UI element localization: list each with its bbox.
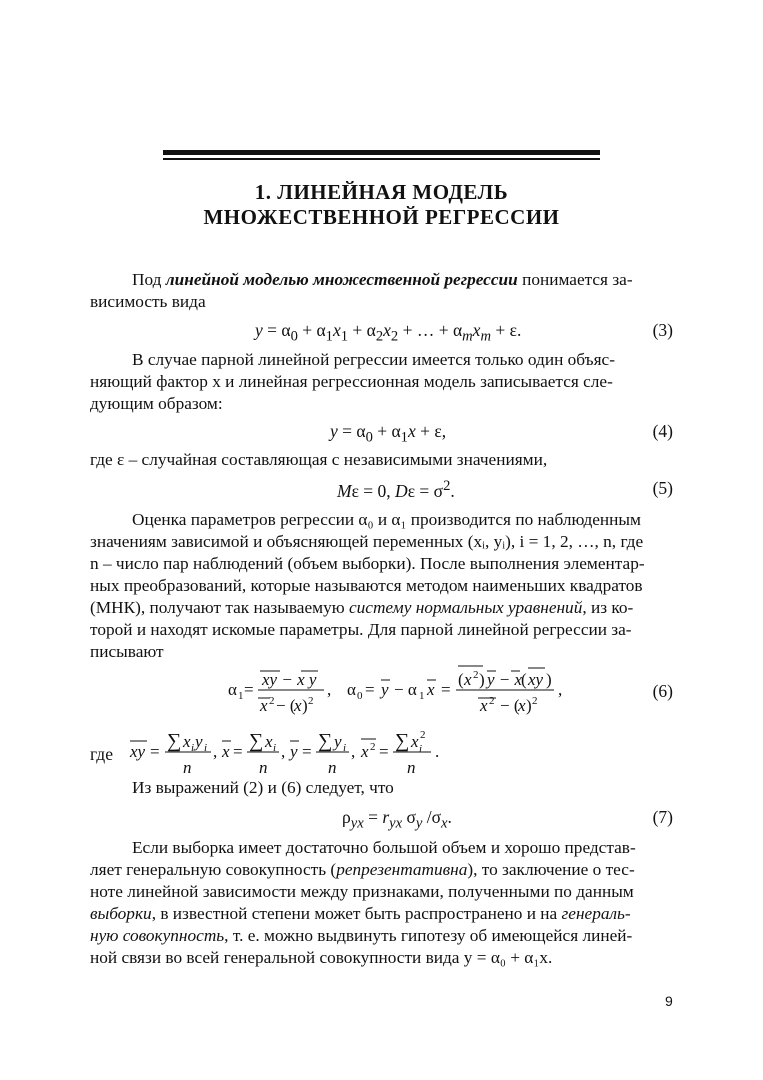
p4-line5a: (МНК), получают так называемую xyxy=(90,598,345,617)
p6-line4-term2: генераль- xyxy=(561,904,631,923)
p4-line5b: , из ко- xyxy=(582,598,634,617)
svg-text:xy: xy xyxy=(130,742,146,761)
p6-line1: Если выборка имеет достаточно большой объем и хорошо представ- xyxy=(132,838,636,857)
svg-text:): ) xyxy=(479,670,485,689)
svg-text:n: n xyxy=(183,758,192,777)
equation-means xyxy=(125,725,455,785)
eq-number-6: (6) xyxy=(652,681,673,701)
p6-line5b: , т. е. можно выдвинуть гипотезу об имеющейся линей- xyxy=(224,926,633,945)
svg-text:,: , xyxy=(327,680,332,699)
svg-text:,: , xyxy=(558,680,563,699)
svg-text:x: x xyxy=(183,732,191,751)
svg-text:x: x xyxy=(260,696,268,715)
p4-line5 xyxy=(90,598,673,618)
p4-line1: Оценка параметров регрессии α₀ и α₁ производится по наблюденным xyxy=(132,510,641,529)
p4-line5-term: систему нормальных уравнений xyxy=(348,598,583,617)
p2-line1: В случае парной линейной регрессии имеется только один объяс- xyxy=(132,350,615,369)
svg-text:x: x xyxy=(265,732,273,751)
svg-text:,: , xyxy=(281,742,286,761)
svg-text:2: 2 xyxy=(532,695,538,707)
svg-text:(: ( xyxy=(458,670,464,689)
svg-text:∑: ∑ xyxy=(167,730,182,752)
svg-text:y: y xyxy=(334,732,342,751)
svg-text:=: = xyxy=(365,680,375,699)
svg-text:x: x xyxy=(480,696,488,715)
svg-text:y − x: y − x xyxy=(487,670,523,689)
p4-line4: ных преобразований, которые называются методом наименьших квадратов xyxy=(90,576,643,595)
eq-number-7: (7) xyxy=(652,807,673,827)
title-rule-thin xyxy=(163,158,600,160)
svg-text:n: n xyxy=(259,758,268,777)
svg-text:xy: xy xyxy=(528,670,544,689)
where-label: где xyxy=(90,744,113,764)
svg-text:=: = xyxy=(233,742,243,761)
p5-line1: Из выражений (2) и (6) следует, что xyxy=(132,778,394,797)
svg-text:y: y xyxy=(381,680,389,699)
svg-text:n: n xyxy=(328,758,337,777)
p4-line7: писывают xyxy=(90,642,164,661)
svg-text:=: = xyxy=(441,680,451,699)
svg-text:i: i xyxy=(419,743,423,755)
p6-line4-term: выборки xyxy=(90,904,152,923)
svg-text:y: y xyxy=(290,742,298,761)
p6-line3: ноте линейной зависимости между признаками, полученными по данным xyxy=(90,882,634,901)
svg-text:x: x xyxy=(294,696,302,715)
svg-text:=: = xyxy=(244,680,254,699)
equation-3: $y = \alpha_0 + \alpha_1x_1 + \alpha_2x_2$ + … + $\alpha_mx_m + \varepsilon$. xyxy=(255,320,522,345)
svg-text:∑: ∑ xyxy=(318,730,333,752)
svg-text:∑: ∑ xyxy=(249,730,264,752)
p1-line1 xyxy=(90,270,673,290)
svg-text:2: 2 xyxy=(370,741,376,753)
equation-6 xyxy=(200,660,600,720)
p3-line1: где ε – случайная составляющая с независимыми значениями, xyxy=(90,450,548,469)
page-number: 9 xyxy=(665,993,673,1009)
svg-text:1: 1 xyxy=(238,690,244,702)
chapter-title-line2: МНОЖЕСТВЕННОЙ РЕГРЕССИИ xyxy=(203,205,560,229)
p2-line3: дующим образом: xyxy=(90,394,223,413)
p1-indent: Под xyxy=(132,270,162,289)
p6-line2 xyxy=(90,860,673,880)
p6-line4 xyxy=(90,904,673,924)
svg-text:=: = xyxy=(379,742,389,761)
p6-line2b: ), то заключение о тес- xyxy=(467,860,635,879)
svg-text:i: i xyxy=(343,742,347,754)
p1-rest: понимается за- xyxy=(522,270,633,289)
title-rule-thick xyxy=(163,150,600,155)
svg-text:− α: − α xyxy=(394,680,417,699)
svg-text:− (: − ( xyxy=(276,696,296,715)
p6-line5 xyxy=(90,926,673,946)
svg-text:y: y xyxy=(195,732,203,751)
p6-line2a: ляет генеральную совокупность ( xyxy=(90,860,337,879)
p4-line3: n – число пар наблюдений (объем выборки). После выполнения элементар- xyxy=(90,554,645,573)
svg-text:x: x xyxy=(518,696,526,715)
p2-line2: няющий фактор x и линейная регрессионная модель записывается сле- xyxy=(90,372,613,391)
svg-text:(: ( xyxy=(521,670,527,689)
svg-text:i: i xyxy=(191,742,195,754)
svg-text:0: 0 xyxy=(357,690,363,702)
svg-text:,: , xyxy=(351,742,356,761)
svg-text:): ) xyxy=(526,696,532,715)
svg-text:x: x xyxy=(464,670,472,689)
eq-number-4: (4) xyxy=(652,421,673,441)
p1-term: линейной моделью множественной регрессии xyxy=(165,270,518,289)
svg-text:i: i xyxy=(273,742,277,754)
p6-line4b: , в известной степени может быть распространено и на xyxy=(151,904,558,923)
svg-text:x: x xyxy=(361,742,369,761)
svg-text:xy − x y: xy − x y xyxy=(262,670,317,689)
svg-text:i: i xyxy=(204,742,208,754)
svg-text:− (: − ( xyxy=(500,696,520,715)
svg-text:,: , xyxy=(213,742,218,761)
p6-line6: ной связи во всей генеральной совокупности вида y = α₀ + α₁x. xyxy=(90,948,553,967)
svg-text:x: x xyxy=(222,742,230,761)
equation-7: $\rho_{yx} = r_{yx}$ $\sigma_y$ $/\sigma_x$. xyxy=(342,807,452,832)
svg-text:): ) xyxy=(302,696,308,715)
svg-text:2: 2 xyxy=(489,695,495,707)
svg-text:): ) xyxy=(546,670,552,689)
svg-text:1: 1 xyxy=(419,690,425,702)
p6-line5-term: ную совокупность xyxy=(90,926,225,945)
svg-text:α: α xyxy=(228,680,237,699)
svg-text:α: α xyxy=(347,680,356,699)
svg-text:n: n xyxy=(407,758,416,777)
svg-text:=: = xyxy=(302,742,312,761)
p4-line2: значениям зависимой и объясняющей переменных (xᵢ, yᵢ), i = 1, 2, …, n, где xyxy=(90,532,644,551)
svg-text:2: 2 xyxy=(420,729,426,741)
svg-text:x: x xyxy=(427,680,435,699)
svg-text:x: x xyxy=(411,732,419,751)
svg-text:=: = xyxy=(150,742,160,761)
svg-text:2: 2 xyxy=(308,695,314,707)
equation-5: Mε = 0, $D\varepsilon = \sigma^2$. xyxy=(337,478,455,501)
p6-line2-term: репрезентативна xyxy=(336,860,468,879)
svg-text:2: 2 xyxy=(473,669,479,681)
svg-text:2: 2 xyxy=(269,695,275,707)
p4-line6: торой и находят искомые параметры. Для парной линейной регрессии за- xyxy=(90,620,632,639)
p1-line2: висимость вида xyxy=(90,292,206,311)
eq-number-5: (5) xyxy=(652,478,673,498)
chapter-title-line1: 1. ЛИНЕЙНАЯ МОДЕЛЬ xyxy=(254,180,509,204)
svg-text:∑: ∑ xyxy=(395,730,410,752)
eq-number-3: (3) xyxy=(652,320,673,340)
equation-4: $y = \alpha_0 + \alpha_1x + \varepsilon$, xyxy=(330,421,447,446)
svg-text:.: . xyxy=(435,742,440,761)
